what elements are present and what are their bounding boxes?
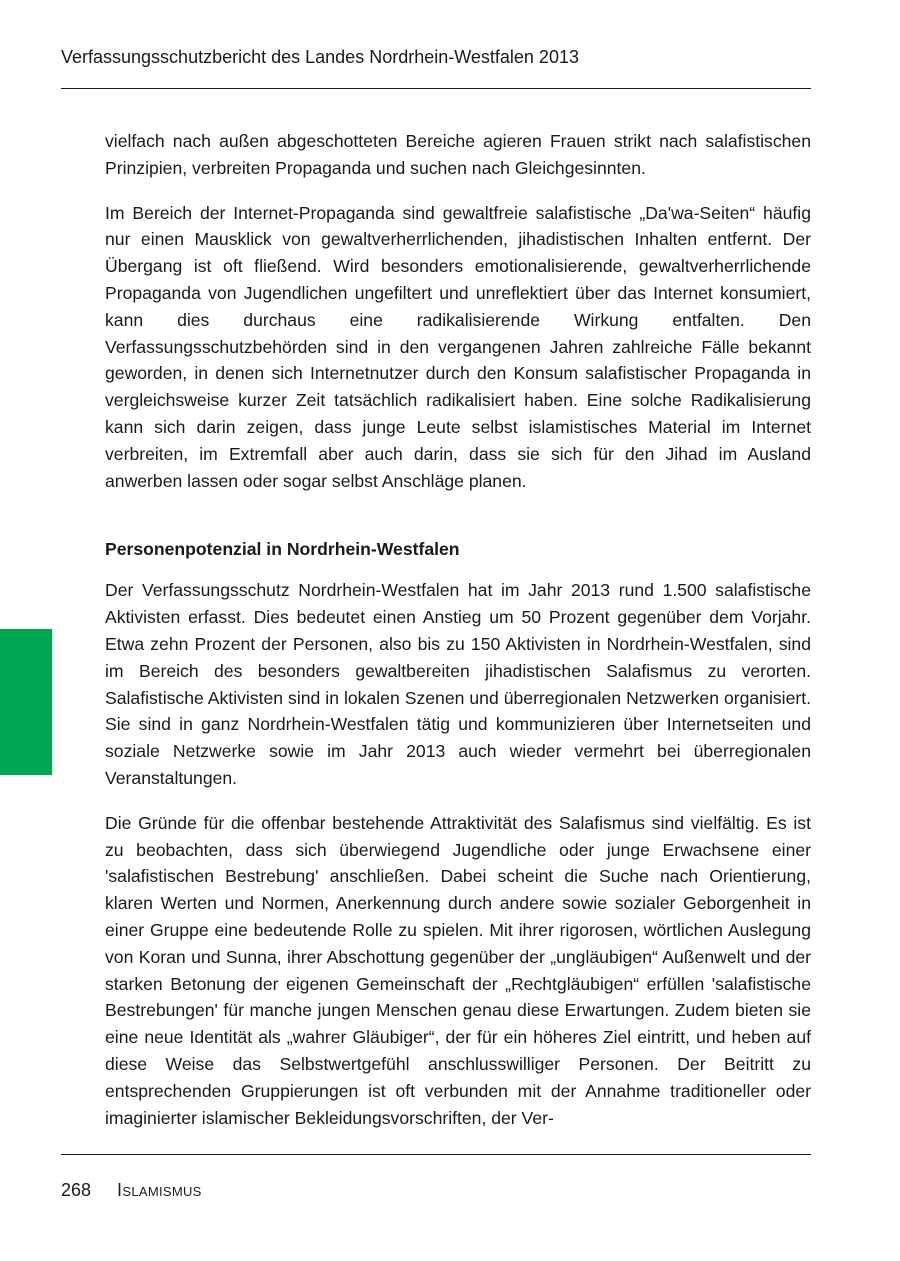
paragraph: vielfach nach außen abgeschotteten Bereiche agieren Frauen strikt nach salafistischen Prinzipien, verbreiten Propaganda und suchen nach Gleichgesinnten. — [105, 131, 811, 178]
footer-section-name: Islamismus — [117, 1180, 202, 1200]
page-body — [105, 128, 811, 1149]
section-heading: Personenpotenzial in Nordrhein-Westfalen — [105, 539, 460, 560]
page-footer — [61, 1178, 202, 1202]
paragraph: Im Bereich der Internet-Propaganda sind gewaltfreie salafistische „Da'wa-Seiten“ häufig nur einen Mausklick von gewaltverherrlichenden, jihadistischen Inhalten entfernt. Der Übergang ist oft fließend. Wird besonders emotionalisierende, gewaltverherrlichende Propaganda von Jugendlichen ungefiltert und unreflektiert über das Internet konsumiert, kann dies durchaus eine radikalisierende Wirkung entfalten. Den Verfassungsschutzbehörden sind in den vergangenen Jahren zahlreiche Fälle bekannt geworden, in denen sich Internetnutzer durch den Konsum salafistischer Propaganda in vergleichsweise kurzer Zeit tatsächlich radikalisiert haben. Eine solche Radikalisierung kann sich darin zeigen, dass junge Leute selbst islamistisches Material im Internet verbreiten, im Extremfall aber auch darin, dass sie sich für den Jihad im Ausland anwerben lassen oder sogar selbst Anschläge planen. — [105, 202, 811, 491]
paragraph: Die Gründe für die offenbar bestehende Attraktivität des Salafismus sind vielfältig. Es ist zu beobachten, dass sich überwiegend Jugendliche oder junge Erwachsene einer 'salafistischen Bestrebung' anschließen. Dabei scheint die Suche nach Orientierung, klaren Werten und Normen, Anerkennung durch andere sowie sozialer Geborgenheit in einer Gruppe eine bedeutende Rolle zu spielen. Mit ihrer rigorosen, wörtlichen Auslegung von Koran und Sunna, ihrer Abschottung gegenüber der „ungläubigen“ Außenwelt und der starken Betonung der eigenen Gemeinschaft der „Rechtgläubigen“ erfüllen 'salafistische Bestrebungen' für manche jungen Menschen genau diese Erwartungen. Zudem bieten sie eine neue Identität als „wahrer Gläubiger“, der für ein höheres Ziel eintritt, und heben auf diese Weise das Selbstwertgefühl anschlusswilliger Personen. Der Beitritt zu entsprechenden Gruppierungen ist oft verbunden mit der Annahme traditioneller oder imaginierter islamischer Bekleidungsvorschriften, der Ver- — [105, 812, 811, 1128]
paragraph: Der Verfassungsschutz Nordrhein-Westfalen hat im Jahr 2013 rund 1.500 salafistische Aktivisten erfasst. Dies bedeutet einen Anstieg um 50 Prozent gegenüber dem Vorjahr. Etwa zehn Prozent der Personen, also bis zu 150 Aktivisten in Nordrhein-Westfalen, sind im Bereich des besonders gewaltbereiten jihadistischen Salafismus zu verorten. Salafistische Aktivisten sind in lokalen Szenen und überregionalen Netzwerken organisiert. Sie sind in ganz Nordrhein-Westfalen tätig und kommunizieren über Internetseiten und soziale Netzwerke sowie im Jahr 2013 auch wieder vermehrt bei überregionalen Veranstaltungen. — [105, 580, 811, 788]
header-rule — [61, 88, 811, 89]
chapter-side-tab — [0, 629, 52, 775]
running-header-title: Verfassungsschutzbericht des Landes Nordrhein-Westfalen 2013 — [61, 47, 579, 67]
footer-rule — [61, 1154, 811, 1155]
page-number: 268 — [61, 1180, 92, 1200]
